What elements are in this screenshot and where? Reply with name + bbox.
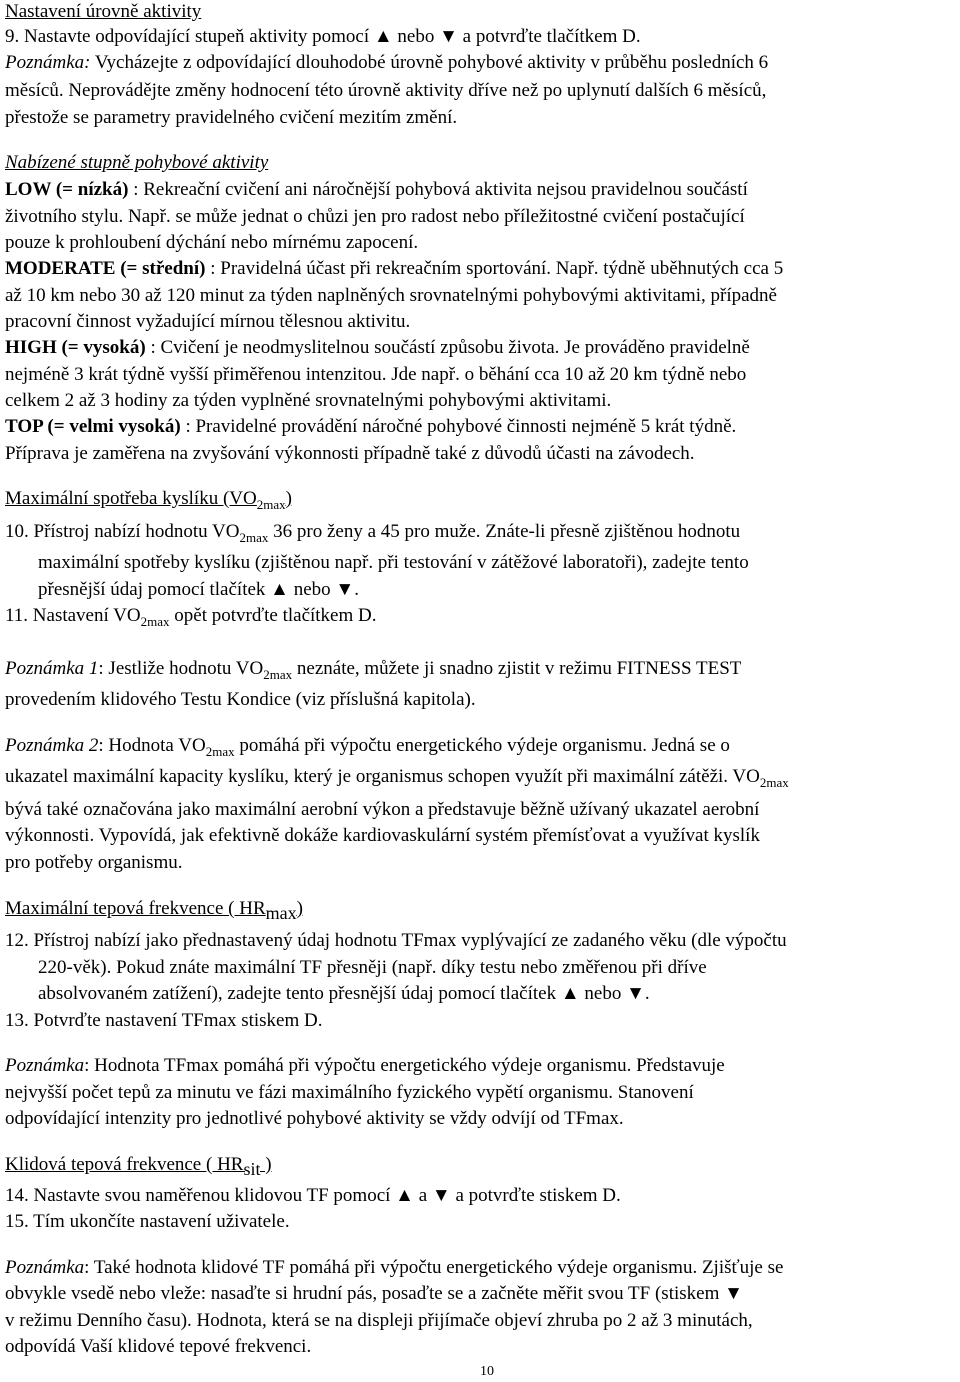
- page-number: 10: [480, 1364, 494, 1379]
- subscript: 2max: [205, 744, 235, 759]
- top-label: TOP (= velmi vysoká): [5, 416, 181, 437]
- note-hrmax-line-2: nejvyšší počet tepů za minutu ve fázi maximálního fyzického vypětí organismu. Stanovení: [5, 1082, 694, 1103]
- step-13: 13. Potvrďte nastavení TFmax stiskem D.: [5, 1010, 323, 1031]
- note-label: Poznámka 1: [5, 658, 99, 679]
- low-line-2: životního stylu. Např. se může jednat o chůzi jen pro radost nebo příležitostné cvičení postačující: [5, 206, 745, 227]
- note-2-line-1: [5, 735, 730, 757]
- note-label: Poznámka 2: [5, 735, 99, 756]
- step-10-line-1: [5, 521, 740, 543]
- section-heading-activity-level: Nastavení úrovně aktivity: [5, 1, 202, 22]
- heading-text-end: ): [285, 488, 292, 509]
- heading-text: Klidová tepová frekvence ( HR: [5, 1154, 244, 1175]
- step-12-line-1: 12. Přístroj nabízí jako přednastavený údaj hodnotu TFmax vyplývající ze zadaného věku (dle výpočtu: [5, 930, 787, 951]
- top-line-1: [5, 416, 736, 438]
- high-line-1: [5, 337, 750, 359]
- moderate-label: MODERATE (= střední): [5, 258, 206, 279]
- note-hrsit-line-2: obvykle vsedě nebo vleže: nasaďte si hrudní pás, posaďte se a začněte měřit svou TF (stiskem ▼: [5, 1283, 743, 1304]
- text: : Také hodnota klidové TF pomáhá při výpočtu energetického výdeje organismu. Zjišťuje se: [84, 1257, 784, 1278]
- text: pomáhá při výpočtu energetického výdeje organismu. Jedná se o: [234, 735, 730, 756]
- text: 10. Přístroj nabízí hodnotu VO: [5, 521, 240, 542]
- step-10-line-2: maximální spotřeby kyslíku (zjištěnou např. při testování v zátěžové laboratoři), zadejte tento: [38, 552, 749, 573]
- section-heading-hrsit: [5, 1154, 272, 1179]
- top-line-2: Příprava je zaměřena na zvyšování výkonnosti případně také z důvodů účasti na závodech.: [5, 443, 695, 464]
- heading-text-end: ): [260, 1154, 272, 1175]
- note-text: Vycházejte z odpovídající dlouhodobé úrovně pohybové aktivity v průběhu posledních 6: [90, 52, 769, 73]
- note-2-line-4: výkonnosti. Vypovídá, jak efektivně dokáže kardiovaskulární systém přemísťovat a využívat kyslík: [5, 825, 760, 846]
- section-heading-hrmax: [5, 898, 303, 923]
- step-9: 9. Nastavte odpovídající stupeň aktivity pomocí ▲ nebo ▼ a potvrďte tlačítkem D.: [5, 26, 641, 47]
- high-line-2: nejméně 3 krát týdně vyšší přiměřenou intenzitou. Jde např. o běhání cca 10 až 20 km týdně nebo: [5, 364, 747, 385]
- heading-text: Maximální spotřeba kyslíku (VO: [5, 488, 257, 509]
- note-1-line-2: provedením klidového Testu Kondice (viz příslušná kapitola).: [5, 689, 476, 710]
- subscript: 2max: [239, 530, 269, 545]
- high-label: HIGH (= vysoká): [5, 337, 146, 358]
- step-10-line-3: přesnější údaj pomocí tlačítek ▲ nebo ▼.: [38, 579, 359, 600]
- step-12-line-2: 220-věk). Pokud znáte maximální TF přesněji (např. díky testu nebo změřenou při dříve: [38, 957, 707, 978]
- step-15: 15. Tím ukončíte nastavení uživatele.: [5, 1211, 290, 1232]
- text: 11. Nastavení VO: [5, 605, 141, 626]
- note-2-line-2: [5, 766, 789, 788]
- subscript: 2max: [140, 614, 170, 629]
- text: 36 pro ženy a 45 pro muže. Znáte-li přesně zjištěnou hodnotu: [268, 521, 741, 542]
- high-line-3: celkem 2 až 3 hodiny za týden vyplněné srovnatelnými pohybovými aktivitami.: [5, 390, 612, 411]
- text: ukazatel maximální kapacity kyslíku, který je organismus schopen využít při maximální zátěži. VO: [5, 766, 760, 787]
- note-activity-line-3: přestože se parametry pravidelného cvičení mezitím změní.: [5, 107, 458, 128]
- low-label: LOW (= nízká): [5, 179, 129, 200]
- low-line-1: [5, 179, 748, 201]
- low-line-3: pouze k prohloubení dýchání nebo mírnému zapocení.: [5, 232, 419, 253]
- step-11: [5, 605, 377, 627]
- note-activity-line-2: měsíců. Neprovádějte změny hodnocení této úrovně aktivity dříve než po uplynutí dalších 6 měsíců,: [5, 80, 767, 101]
- subscript: 2max: [759, 775, 789, 790]
- note-label: Poznámka: [5, 1257, 85, 1278]
- note-label: Poznámka: [5, 1055, 85, 1076]
- note-hrmax-line-1: [5, 1055, 725, 1077]
- moderate-line-3: pracovní činnost vyžadující mírnou tělesnou aktivitu.: [5, 311, 411, 332]
- heading-text: Maximální tepová frekvence ( HR: [5, 898, 266, 919]
- top-text: : Pravidelné provádění náročné pohybové činnosti nejméně 5 krát týdně.: [180, 416, 737, 437]
- note-label: Poznámka:: [5, 52, 91, 73]
- note-hrmax-line-3: odpovídající intenzity pro jednotlivé pohybové aktivity se vždy odvíjí od TFmax.: [5, 1108, 624, 1129]
- note-activity-line-1: [5, 52, 768, 74]
- subscript: sit: [243, 1159, 261, 1179]
- text: : Hodnota VO: [98, 735, 206, 756]
- note-hrsit-line-1: [5, 1257, 783, 1279]
- moderate-line-1: [5, 258, 783, 280]
- note-hrsit-line-3: v režimu Denního času). Hodnota, která se na displeji přijímače objeví zhruba po 2 až 3 minutách,: [5, 1310, 753, 1331]
- heading-text-end: ): [296, 898, 303, 919]
- section-heading-activity-levels: Nabízené stupně pohybové aktivity: [5, 152, 269, 173]
- subscript: 2max: [263, 667, 293, 682]
- step-12-line-3: absolvovaném zatížení), zadejte tento přesnější údaj pomocí tlačítek ▲ nebo ▼.: [38, 983, 650, 1004]
- text: opět potvrďte tlačítkem D.: [169, 605, 377, 626]
- note-2-line-3: bývá také označována jako maximální aerobní výkon a představuje běžně užívaný ukazatel aerobní: [5, 799, 760, 820]
- note-1-line-1: [5, 658, 741, 680]
- step-14: 14. Nastavte svou naměřenou klidovou TF pomocí ▲ a ▼ a potvrďte stiskem D.: [5, 1185, 621, 1206]
- text: : Jestliže hodnotu VO: [98, 658, 264, 679]
- subscript: max: [265, 903, 297, 923]
- text: : Hodnota TFmax pomáhá při výpočtu energetického výdeje organismu. Představuje: [84, 1055, 725, 1076]
- moderate-text: : Pravidelná účast při rekreačním sportování. Např. týdně uběhnutých cca 5: [205, 258, 784, 279]
- text: neznáte, můžete ji snadno zjistit v režimu FITNESS TEST: [292, 658, 742, 679]
- section-heading-vo2max: [5, 488, 292, 510]
- moderate-line-2: až 10 km nebo 30 až 120 minut za týden naplněných srovnatelnými pohybovými aktivitami, případně: [5, 285, 777, 306]
- note-hrsit-line-4: odpovídá Vaší klidové tepové frekvenci.: [5, 1336, 312, 1357]
- low-text: : Rekreační cvičení ani náročnější pohybová aktivita nejsou pravidelnou součástí: [128, 179, 748, 200]
- note-2-line-5: pro potřeby organismu.: [5, 852, 183, 873]
- subscript: 2max: [256, 497, 286, 512]
- high-text: : Cvičení je neodmyslitelnou součástí způsobu života. Je prováděno pravidelně: [145, 337, 750, 358]
